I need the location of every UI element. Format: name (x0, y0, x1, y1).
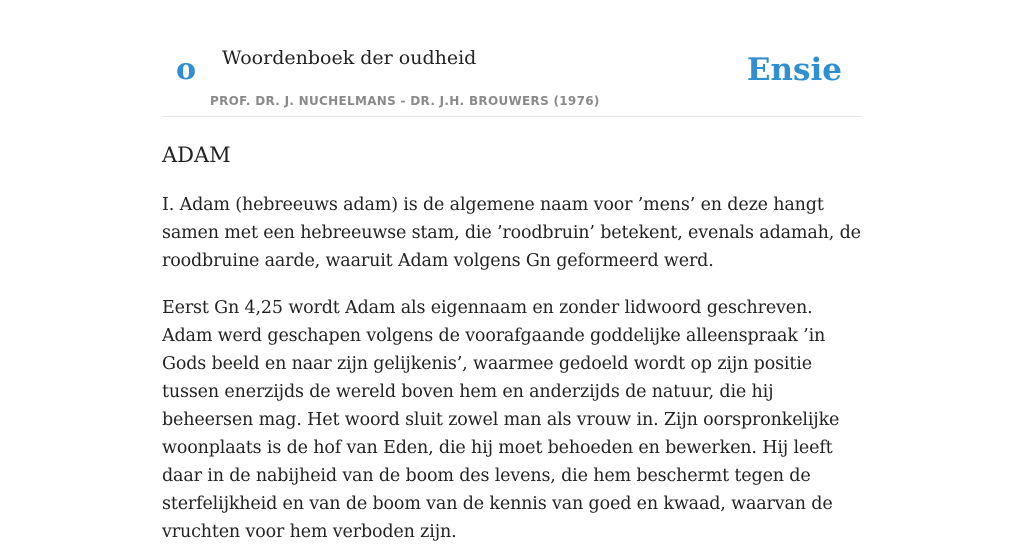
ensie-logo-link[interactable]: Ensie (746, 52, 842, 88)
article (162, 138, 862, 546)
article-paragraph: Eerst Gn 4,25 wordt Adam als eigennaam en zonder lidwoord geschreven. Adam werd geschapen volgens de voorafgaande goddelijke alleenspraak ’in Gods beeld en naar zijn gelijkenis’, waarmee gedoeld wordt op zijn positie tussen enerzijds de wereld boven hem en anderzijds de natuur, die hij beheersen mag. Het woord sluit zowel man als vrouw in. Zijn oorspronkelijke woonplaats is de hof van Eden, die hij moet behoeden en bewerken. Hij leeft daar in de nabijheid van de boom des levens, die hem beschermt tegen de sterfelijkheid en van de boom van de kennis van goed en kwaad, waarvan de vruchten voor hem verboden zijn. (162, 298, 840, 542)
book-logo-mark[interactable]: o (176, 52, 197, 87)
lemma-title: ADAM (162, 143, 231, 167)
article-paragraph: I. Adam (hebreeuws adam) is de algemene naam voor ’mens’ en deze hangt samen met een hebreeuwse stam, die ’roodbruin’ betekent, evenals adamah, de roodbruine aarde, waaruit Adam volgens Gn geformeerd werd. (162, 195, 861, 271)
book-title-link[interactable]: Woordenboek der oudheid (222, 47, 477, 69)
book-authors: PROF. DR. J. NUCHELMANS - DR. J.H. BROUWERS (1976) (210, 94, 600, 108)
book-header (162, 0, 862, 117)
